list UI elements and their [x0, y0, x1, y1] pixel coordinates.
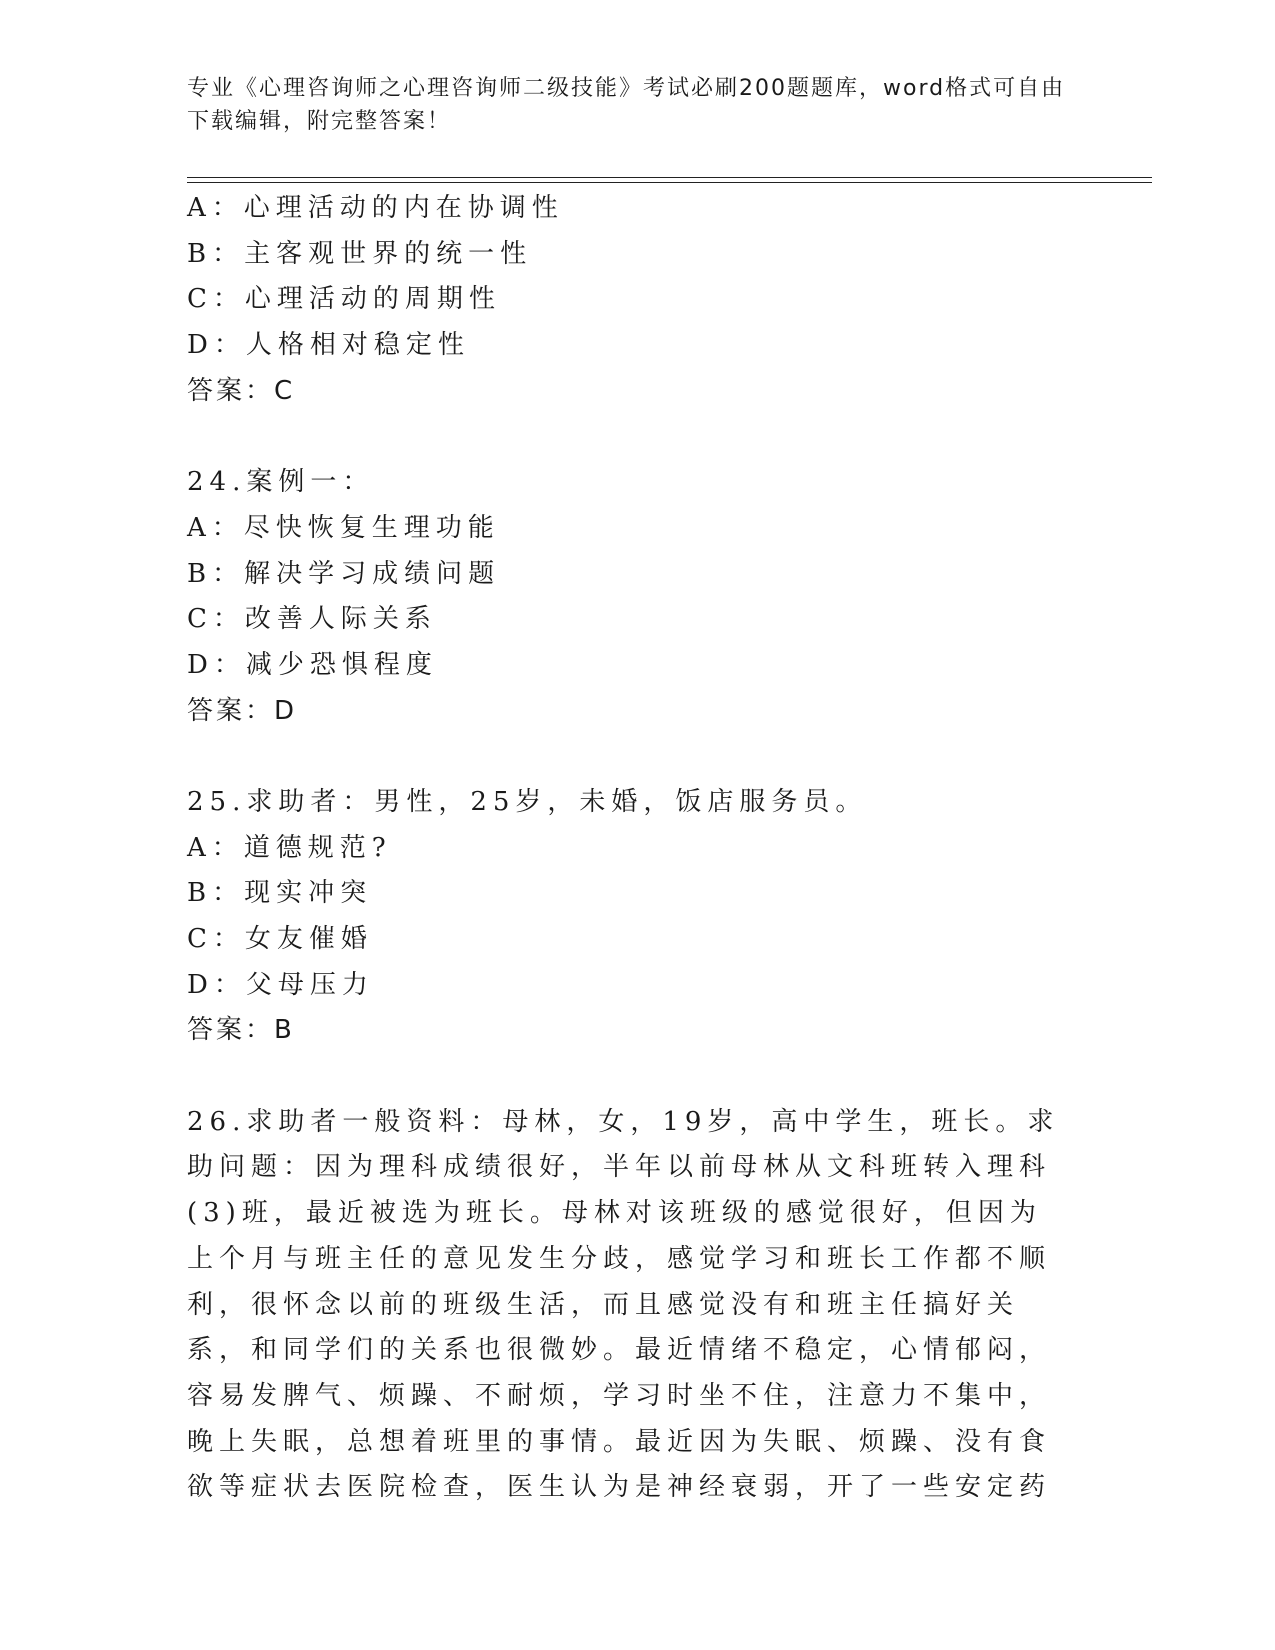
spacer: [187, 734, 1087, 780]
header-rule-bottom: [187, 182, 1152, 183]
option-d: D：父母压力: [187, 969, 374, 1000]
spacer: [187, 1054, 1087, 1100]
option-d: D：人格相对稳定性: [187, 330, 470, 361]
answer-line: 答案：B: [187, 1015, 295, 1046]
spacer: [187, 414, 1087, 460]
question-24: [187, 460, 1087, 734]
question-stem: 25.求助者：男性，25岁，未婚，饭店服务员。: [187, 786, 868, 817]
answer-line: 答案：C: [187, 375, 296, 406]
option-a: A：尽快恢复生理功能: [187, 512, 500, 543]
option-c: C：改善人际关系: [187, 604, 437, 635]
option-c: C：女友催婚: [187, 924, 373, 954]
option-c: C：心理活动的周期性: [187, 284, 501, 315]
option-a: A：道德规范?: [187, 832, 392, 863]
question-26: [187, 1100, 1087, 1511]
option-b: B：解决学习成绩问题: [187, 558, 501, 589]
document-header: 专业《心理咨询师之心理咨询师二级技能》考试必刷200题题库，word格式可自由下载编辑，附完整答案！: [187, 76, 1066, 134]
question-stem: 26.求助者一般资料：母林，女，19岁，高中学生，班长。求助问题：因为理科成绩很好，半年以前母林从文科班转入理科(3)班，最近被选为班长。母林对该班级的感觉很好，但因为上个月与班主任的意见发生分歧，感觉学习和班长工作都不顺利，很怀念以前的班级生活，而且感觉没有和班主任搞好关系，和同学们的关系也很微妙。最近情绪不稳定，心情郁闷，容易发脾气、烦躁、不耐烦，学习时坐不住，注意力不集中，晚上失眠，总想着班里的事情。最近因为失眠、烦躁、没有食欲等症状去医院检查，医生认为是神经衰弱，开了一些安定药: [187, 1106, 1060, 1503]
question-stem: 24.案例一：: [187, 467, 375, 498]
question-23: [187, 186, 1087, 414]
option-b: B：现实冲突: [187, 878, 373, 909]
option-b: B：主客观世界的统一性: [187, 238, 533, 269]
question-25: [187, 780, 1087, 1054]
option-d: D：减少恐惧程度: [187, 649, 438, 680]
question-list: [187, 186, 1087, 1511]
answer-line: 答案：D: [187, 695, 298, 726]
header-rule-top: [187, 177, 1152, 178]
option-a: A：心理活动的内在协调性: [187, 193, 564, 223]
